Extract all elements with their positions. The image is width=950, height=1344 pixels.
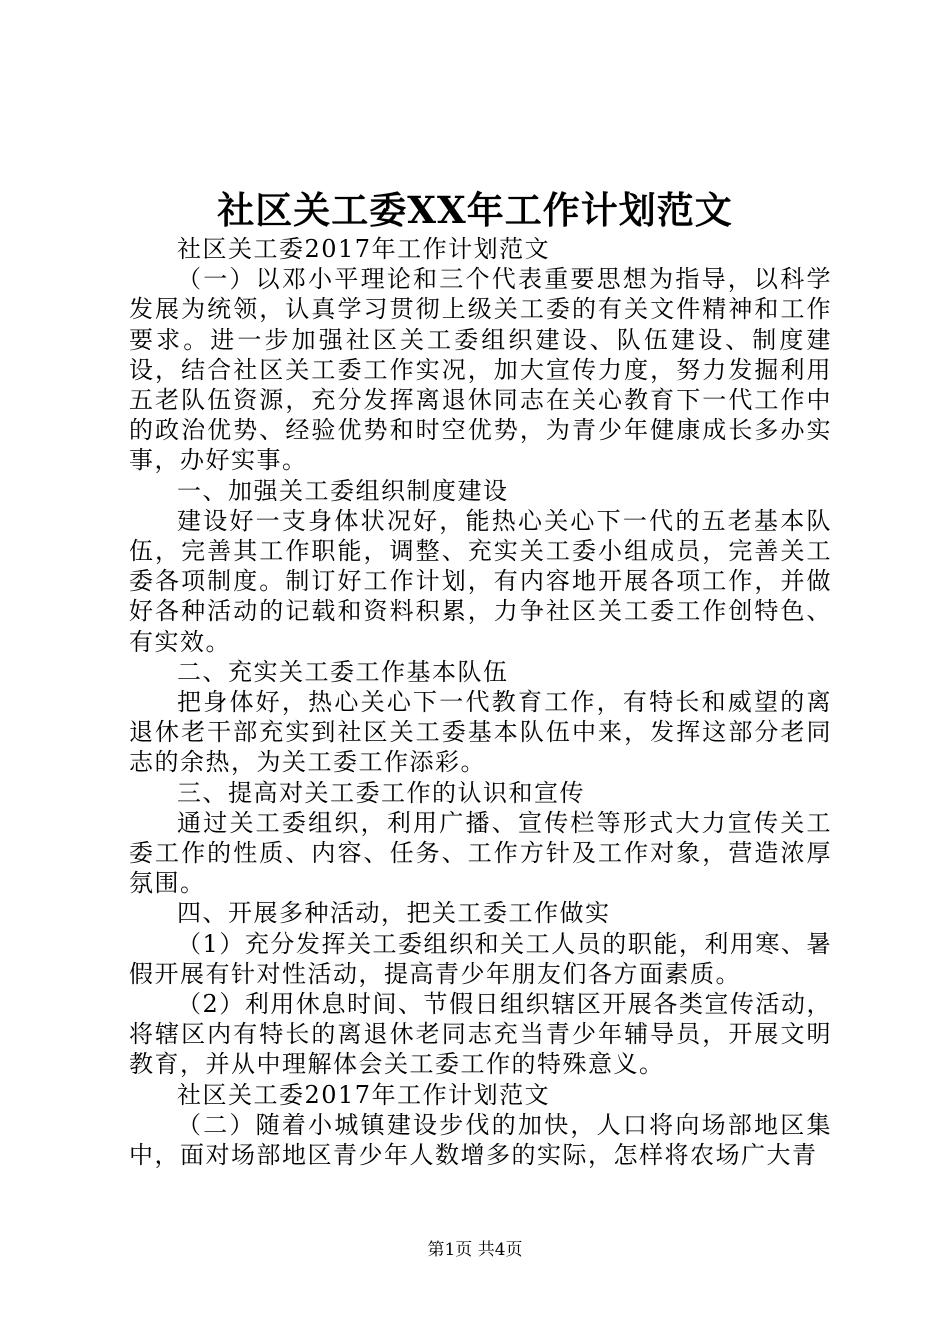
paragraph: （1）充分发挥关工委组织和关工人员的职能，利用寒、暑假开展有针对性活动，提高青少年朋友们各方面素质。 bbox=[129, 929, 832, 988]
paragraph: （2）利用休息时间、节假日组织辖区开展各类宣传活动，将辖区内有特长的离退休老同志充当青少年辅导员，开展文明教育，并从中理解体会关工委工作的特殊意义。 bbox=[129, 990, 832, 1079]
document-title: 社区关工委XX年工作计划范文 bbox=[217, 188, 733, 232]
section-heading: 二、充实关工委工作基本队伍 bbox=[177, 657, 509, 686]
page-number: 第1页 共4页 bbox=[427, 1240, 523, 1260]
paragraph: 把身体好，热心关心下一代教育工作，有特长和威望的离退休老干部充实到社区关工委基本队伍中来，发挥这部分老同志的余热，为关工委工作添彩。 bbox=[129, 688, 832, 777]
paragraph: 社区关工委2017年工作计划范文 bbox=[177, 235, 551, 263]
paragraph: （一）以邓小平理论和三个代表重要思想为指导，以科学发展为统领，认真学习贯彻上级关工委的有关文件精神和工作要求。进一步加强社区关工委组织建设、队伍建设、制度建设，结合社区关工委工作实况，加大宣传力度，努力发掘利用五老队伍资源，充分发挥离退休同志在关心教育下一代工作中的政治优势、经验优势和时空优势，为青少年健康成长多办实事，办好实事。 bbox=[129, 265, 832, 475]
paragraph: 社区关工委2017年工作计划范文 bbox=[177, 1080, 551, 1109]
paragraph: （二）随着小城镇建设步伐的加快，人口将向场部地区集中，面对场部地区青少年人数增多的实际，怎样将农场广大青 bbox=[129, 1110, 832, 1170]
document-body bbox=[129, 234, 832, 1170]
section-heading: 一、加强关工委组织制度建设 bbox=[177, 476, 509, 505]
section-heading: 四、开展多种活动，把关工委工作做实 bbox=[177, 899, 611, 928]
paragraph: 建设好一支身体状况好，能热心关心下一代的五老基本队伍，完善其工作职能，调整、充实关工委小组成员，完善关工委各项制度。制订好工作计划，有内容地开展各项工作，并做好各种活动的记载和资料积累，力争社区关工委工作创特色、有实效。 bbox=[129, 506, 832, 656]
section-heading: 三、提高对关工委工作的认识和宣传 bbox=[177, 778, 585, 807]
paragraph: 通过关工委组织，利用广播、宣传栏等形式大力宣传关工委工作的性质、内容、任务、工作方针及工作对象，营造浓厚氛围。 bbox=[129, 808, 832, 898]
